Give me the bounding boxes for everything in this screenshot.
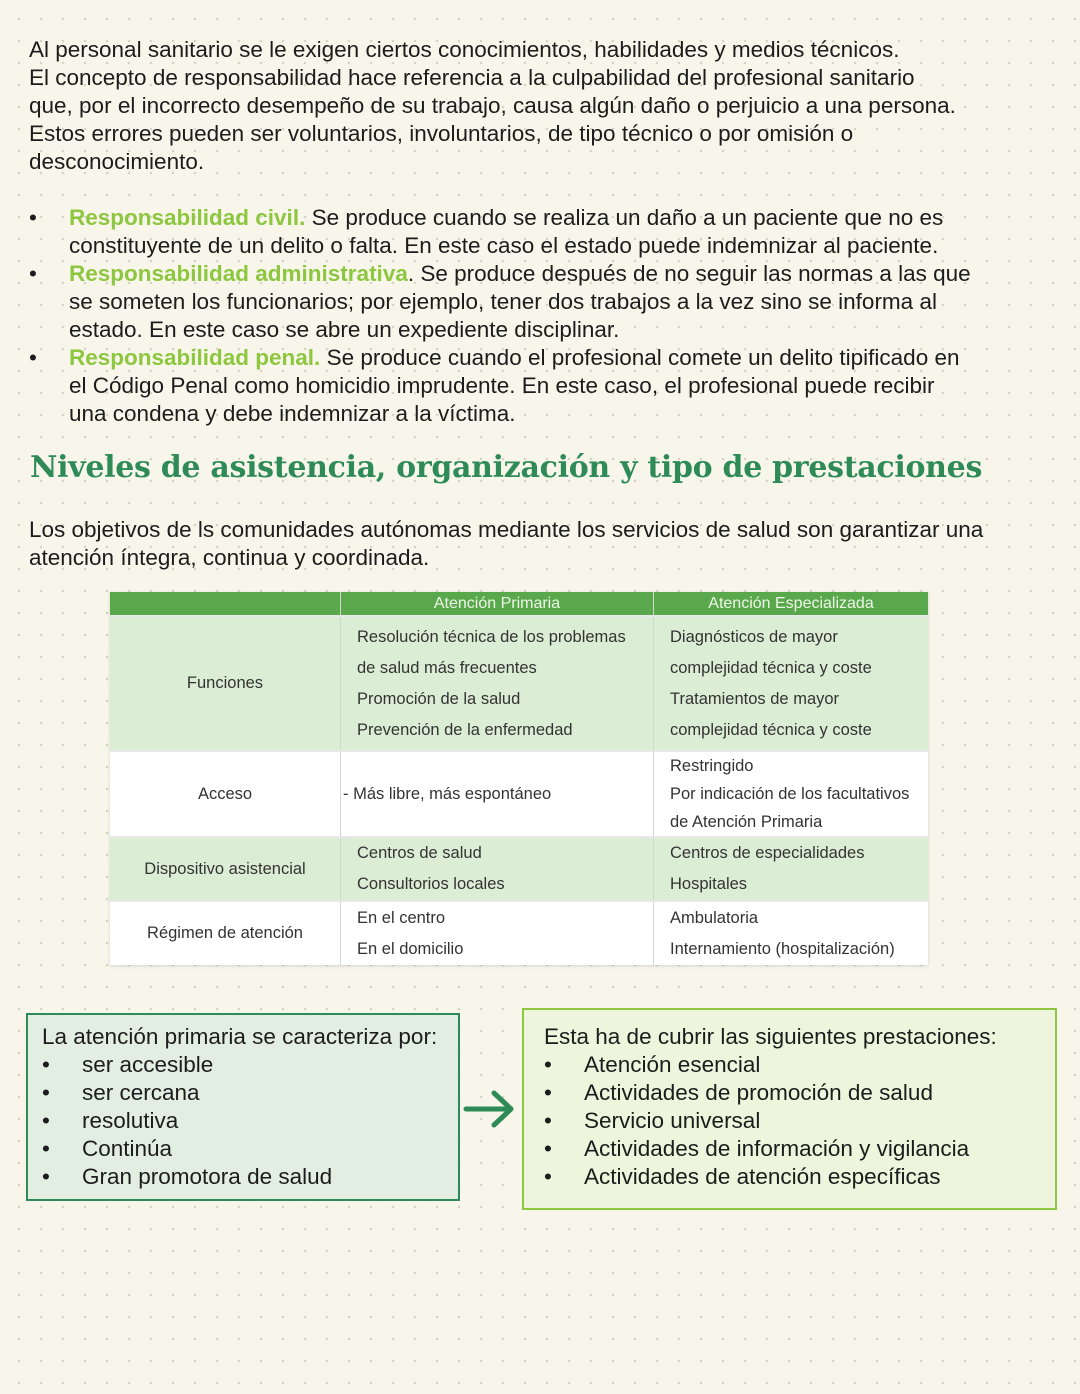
cell-line: Diagnósticos de mayor: [670, 627, 838, 646]
responsibility-text: constituyente de un delito o falta. En este caso el estado puede indemnizar al paciente.: [69, 233, 939, 258]
responsibility-term: Responsabilidad administrativa: [69, 261, 408, 286]
responsibility-text: estado. En este caso se abre un expediente disciplinar.: [69, 317, 620, 342]
cell-line: Hospitales: [670, 875, 748, 893]
responsibility-text: . Se produce después de no seguir las normas a las que: [407, 261, 971, 286]
table-header-especializada: Atención Especializada: [654, 592, 929, 616]
list-item: • Actividades de promoción de salud: [544, 1079, 1055, 1107]
cell-line: En el domicilio: [357, 939, 464, 958]
objectives-paragraph: [29, 516, 1049, 572]
table-row-regimen: [110, 901, 928, 965]
table-row-funciones: [110, 616, 928, 751]
row-label: Acceso: [110, 751, 341, 837]
cell-line: En el centro: [357, 908, 446, 927]
responsibility-text: Se produce cuando el profesional comete un delito tipificado en: [320, 345, 960, 370]
care-levels-table: [110, 592, 928, 965]
row-label: Régimen de atención: [110, 901, 341, 965]
primaria-cell: [341, 837, 654, 901]
primaria-cell: [341, 751, 654, 837]
objectives-line: atención íntegra, continua y coordinada.: [29, 545, 430, 570]
list-item: • Gran promotora de salud: [42, 1163, 458, 1191]
cell-line: Prevención de la enfermedad: [357, 720, 573, 739]
list-item: • Atención esencial: [544, 1051, 1055, 1079]
responsibility-text: se someten los funcionarios; por ejemplo, tener dos trabajos a la vez sino se informa al: [69, 289, 937, 314]
table-row-acceso: [110, 751, 928, 837]
responsibility-penal: [29, 344, 1039, 428]
objectives-line: Los objetivos de ls comunidades autónomas mediante los servicios de salud son garantizar una: [29, 517, 984, 542]
intro-line: Al personal sanitario se le exigen ciertos conocimientos, habilidades y medios técnicos.: [29, 37, 900, 62]
responsibility-text: una condena y debe indemnizar a la víctima.: [69, 401, 516, 426]
cell-line: Centros de salud: [357, 844, 482, 862]
responsibility-text: Se produce cuando se realiza un daño a un paciente que no es: [305, 205, 944, 230]
arrow-right-icon: [462, 1088, 518, 1130]
services-box-title: Esta ha de cubrir las siguientes prestaciones:: [544, 1024, 997, 1049]
list-item: • ser accesible: [42, 1051, 458, 1079]
primary-care-box-title: La atención primaria se caracteriza por:: [42, 1024, 438, 1049]
responsibility-administrative: [29, 260, 1039, 344]
cell-line: Tratamientos de mayor: [670, 689, 840, 708]
primaria-cell: [341, 901, 654, 965]
row-label: Funciones: [110, 616, 341, 751]
responsibility-list: [29, 204, 1039, 428]
table-header-row: [110, 592, 928, 616]
primary-care-box: [26, 1013, 460, 1201]
cell-line: complejidad técnica y coste: [670, 658, 872, 677]
list-item: • Continúa: [42, 1135, 458, 1163]
cell-line: Ambulatoria: [670, 908, 759, 927]
cell-line: complejidad técnica y coste: [670, 720, 872, 739]
intro-paragraph: [29, 36, 1039, 176]
list-item: • Servicio universal: [544, 1107, 1055, 1135]
section-title: Niveles de asistencia, organización y tipo de prestaciones: [30, 450, 983, 485]
intro-line: El concepto de responsabilidad hace referencia a la culpabilidad del profesional sanitario: [29, 65, 915, 90]
responsibility-term: Responsabilidad penal.: [69, 345, 321, 370]
primaria-cell: [341, 616, 654, 751]
especializada-cell: [654, 616, 929, 751]
especializada-cell: [654, 751, 929, 837]
services-list: [544, 1051, 1055, 1191]
cell-line: de salud más frecuentes: [357, 658, 537, 677]
responsibility-text: el Código Penal como homicidio imprudente. En este caso, el profesional puede recibir: [69, 373, 935, 398]
cell-line: Internamiento (hospitalización): [670, 939, 895, 958]
responsibility-term: Responsabilidad civil.: [69, 205, 306, 230]
cell-line: Promoción de la salud: [357, 689, 521, 708]
row-label: Dispositivo asistencial: [110, 837, 341, 901]
table-row-dispositivo: [110, 837, 928, 901]
table-header-primaria: Atención Primaria: [341, 592, 654, 616]
cell-line: Consultorios locales: [357, 875, 505, 893]
cell-line: Restringido: [670, 757, 754, 775]
cell-line: - Más libre, más espontáneo: [343, 784, 552, 803]
list-item: • resolutiva: [42, 1107, 458, 1135]
intro-line: Estos errores pueden ser voluntarios, involuntarios, de tipo técnico o por omisión o: [29, 121, 854, 146]
cell-line: de Atención Primaria: [670, 813, 823, 831]
intro-line: desconocimiento.: [29, 149, 205, 174]
especializada-cell: [654, 901, 929, 965]
list-item: • Actividades de información y vigilancia: [544, 1135, 1055, 1163]
services-box: [522, 1008, 1057, 1210]
table-header-empty: [110, 592, 341, 616]
list-item: • ser cercana: [42, 1079, 458, 1107]
especializada-cell: [654, 837, 929, 901]
list-item: • Actividades de atención específicas: [544, 1163, 1055, 1191]
cell-line: Resolución técnica de los problemas: [357, 627, 626, 646]
cell-line: Por indicación de los facultativos: [670, 785, 910, 803]
cell-line: Centros de especialidades: [670, 844, 865, 862]
primary-care-list: [42, 1051, 458, 1191]
responsibility-civil: [29, 204, 1039, 260]
intro-line: que, por el incorrecto desempeño de su trabajo, causa algún daño o perjuicio a una persona.: [29, 93, 956, 118]
